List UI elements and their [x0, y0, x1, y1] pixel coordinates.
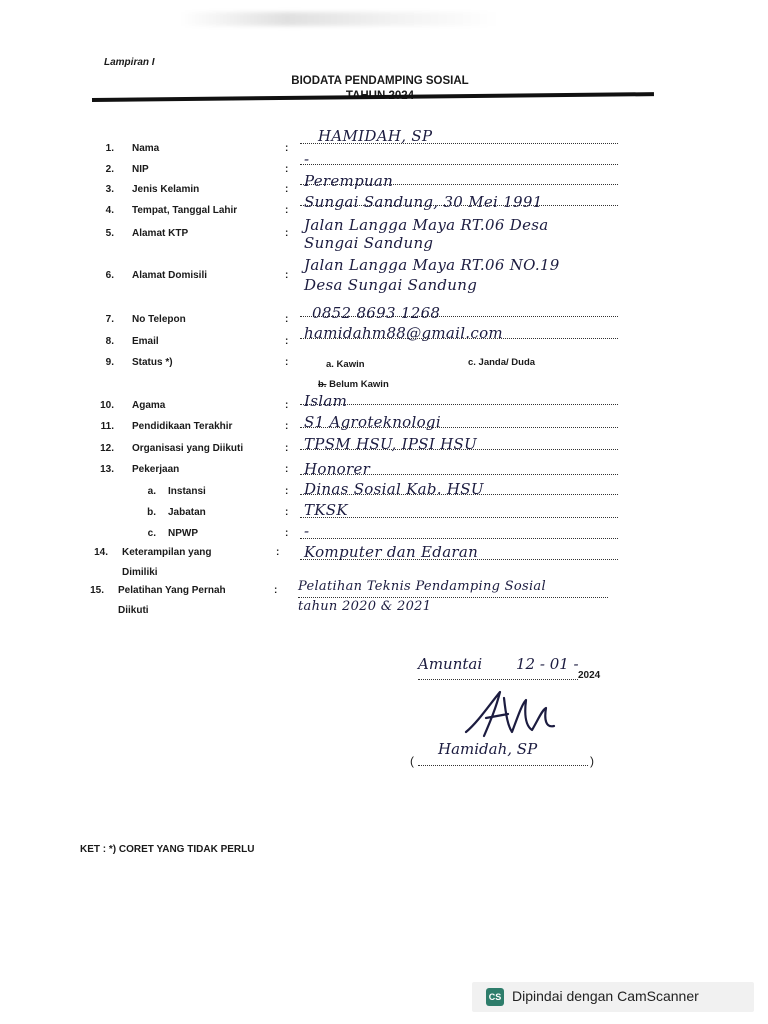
- field-colon: :: [285, 464, 289, 475]
- field-colon: :: [285, 443, 289, 454]
- field-colon: :: [285, 421, 289, 432]
- field-label: Alamat Domisili: [132, 270, 208, 281]
- field-colon: :: [285, 184, 289, 195]
- field-colon: :: [285, 270, 289, 281]
- signature-place: Amuntai: [418, 655, 483, 673]
- field-value-handwritten: HAMIDAH, SP: [318, 127, 433, 145]
- fill-line: [300, 164, 618, 165]
- place-date-line: [418, 679, 578, 680]
- field-label: Alamat KTP: [132, 228, 189, 239]
- field-row-keterampilan: [0, 543, 768, 578]
- field-label: NIP: [132, 164, 149, 175]
- field-value-handwritten: Jalan Langga Maya RT.06 NO.19: [304, 256, 560, 274]
- field-label: Status *): [132, 357, 173, 368]
- status-option-belum-kawin: b. Belum Kawin: [318, 379, 389, 390]
- field-number: 2.: [105, 164, 114, 175]
- field-label-line2: Diikuti: [118, 605, 149, 616]
- field-colon: :: [276, 547, 280, 558]
- field-value-handwritten-line2: tahun 2020 & 2021: [298, 599, 432, 614]
- struck-option-marker: b.: [318, 379, 327, 390]
- field-value-handwritten: Honorer: [304, 460, 371, 478]
- field-colon: :: [285, 528, 289, 539]
- field-number: b.: [147, 507, 156, 518]
- field-number: 12.: [100, 443, 114, 454]
- field-label: Email: [132, 336, 159, 347]
- field-colon: :: [285, 357, 289, 368]
- fill-line: [300, 404, 618, 405]
- signer-name: Hamidah, SP: [438, 740, 538, 758]
- field-number: 4.: [105, 205, 114, 216]
- field-label: Pekerjaan: [132, 464, 180, 475]
- field-value-handwritten: TKSK: [304, 501, 348, 519]
- field-value-handwritten: hamidahm88@gmail.com: [304, 324, 503, 342]
- fill-line: [300, 538, 618, 539]
- field-number: 1.: [105, 143, 114, 154]
- status-option-janda-duda: c. Janda/ Duda: [468, 357, 536, 368]
- close-paren: ): [590, 754, 594, 768]
- scan-artifact: [180, 12, 500, 26]
- field-value-handwritten-line2: Sungai Sandung: [304, 234, 434, 252]
- field-row-email: [0, 324, 768, 356]
- field-value-handwritten: Sungai Sandung, 30 Mei 1991: [304, 193, 543, 211]
- field-label: No Telepon: [132, 314, 186, 325]
- field-colon: :: [285, 164, 289, 175]
- field-value-handwritten: Islam: [304, 392, 348, 410]
- field-row-instansi: [0, 480, 768, 506]
- field-colon: :: [285, 400, 289, 411]
- field-colon: :: [285, 336, 289, 347]
- footnote: KET : *) CORET YANG TIDAK PERLU: [80, 844, 255, 855]
- field-row-alamat-ktp: [0, 216, 768, 252]
- field-colon: :: [285, 486, 289, 497]
- field-colon: :: [285, 507, 289, 518]
- field-row-nama: [0, 127, 768, 163]
- field-label: Pendidikaan Terakhir: [132, 421, 233, 432]
- field-number: 9.: [105, 357, 114, 368]
- field-value-handwritten-line2: Desa Sungai Sandung: [304, 276, 478, 294]
- field-number: 13.: [100, 464, 114, 475]
- camscanner-icon: CS: [486, 988, 504, 1006]
- field-colon: :: [285, 143, 289, 154]
- field-number: 6.: [105, 270, 114, 281]
- signature-year: 2024: [578, 670, 601, 681]
- open-paren: (: [410, 754, 414, 768]
- field-value-handwritten: Pelatihan Teknis Pendamping Sosial: [298, 579, 546, 594]
- field-row-jabatan: [0, 501, 768, 527]
- signature-date: 12 - 01 -: [516, 655, 579, 673]
- field-value-handwritten: -: [304, 150, 310, 168]
- field-value-handwritten: Komputer dan Edaran: [304, 543, 479, 561]
- field-value-handwritten: TPSM HSU, IPSI HSU: [304, 435, 478, 453]
- field-label: Organisasi yang Diikuti: [132, 443, 244, 454]
- field-value-handwritten: Dinas Sosial Kab. HSU: [304, 480, 484, 498]
- camscanner-text: Dipindai dengan CamScanner: [512, 988, 699, 1004]
- handwritten-signature: [460, 686, 560, 742]
- field-number: 7.: [105, 314, 114, 325]
- field-label: Agama: [132, 400, 166, 411]
- field-value-handwritten: Perempuan: [304, 172, 394, 190]
- field-colon: :: [285, 228, 289, 239]
- field-colon: :: [274, 585, 278, 596]
- fill-line: [298, 597, 608, 598]
- field-colon: :: [285, 205, 289, 216]
- field-label: Pelatihan Yang Pernah: [118, 585, 226, 596]
- field-row-alamat-domisili: [0, 256, 768, 294]
- field-number: 8.: [105, 336, 114, 347]
- field-label: Keterampilan yang: [122, 547, 212, 558]
- signer-name-line: [418, 765, 588, 766]
- field-number: 14.: [94, 547, 108, 558]
- field-colon: :: [285, 314, 289, 325]
- field-number: 15.: [90, 585, 104, 596]
- status-option-kawin: a. Kawin: [326, 359, 365, 370]
- field-label: Jenis Kelamin: [132, 184, 200, 195]
- field-row-organisasi: [0, 435, 768, 463]
- field-number: c.: [147, 528, 156, 539]
- document-title: BIODATA PENDAMPING SOSIAL: [291, 75, 469, 87]
- camscanner-watermark: [472, 982, 754, 1012]
- field-label: NPWP: [168, 528, 198, 539]
- field-row-pelatihan: [0, 579, 768, 616]
- field-number: 3.: [105, 184, 114, 195]
- field-row-status: [0, 357, 768, 390]
- field-value-handwritten: 0852 8693 1268: [312, 304, 441, 322]
- field-label: Instansi: [168, 486, 206, 497]
- field-number: 10.: [100, 400, 114, 411]
- attachment-label: Lampiran I: [104, 57, 155, 68]
- field-label: Nama: [132, 143, 160, 154]
- field-label: Jabatan: [168, 507, 206, 518]
- field-value-handwritten: Jalan Langga Maya RT.06 Desa: [304, 216, 549, 234]
- field-number: 5.: [105, 228, 114, 239]
- field-number: a.: [147, 486, 156, 497]
- field-value-handwritten: -: [304, 522, 310, 540]
- field-value-handwritten: S1 Agroteknologi: [304, 413, 441, 431]
- field-label: Tempat, Tanggal Lahir: [132, 205, 238, 216]
- field-number: 11.: [100, 421, 114, 432]
- field-label-line2: Dimiliki: [122, 567, 158, 578]
